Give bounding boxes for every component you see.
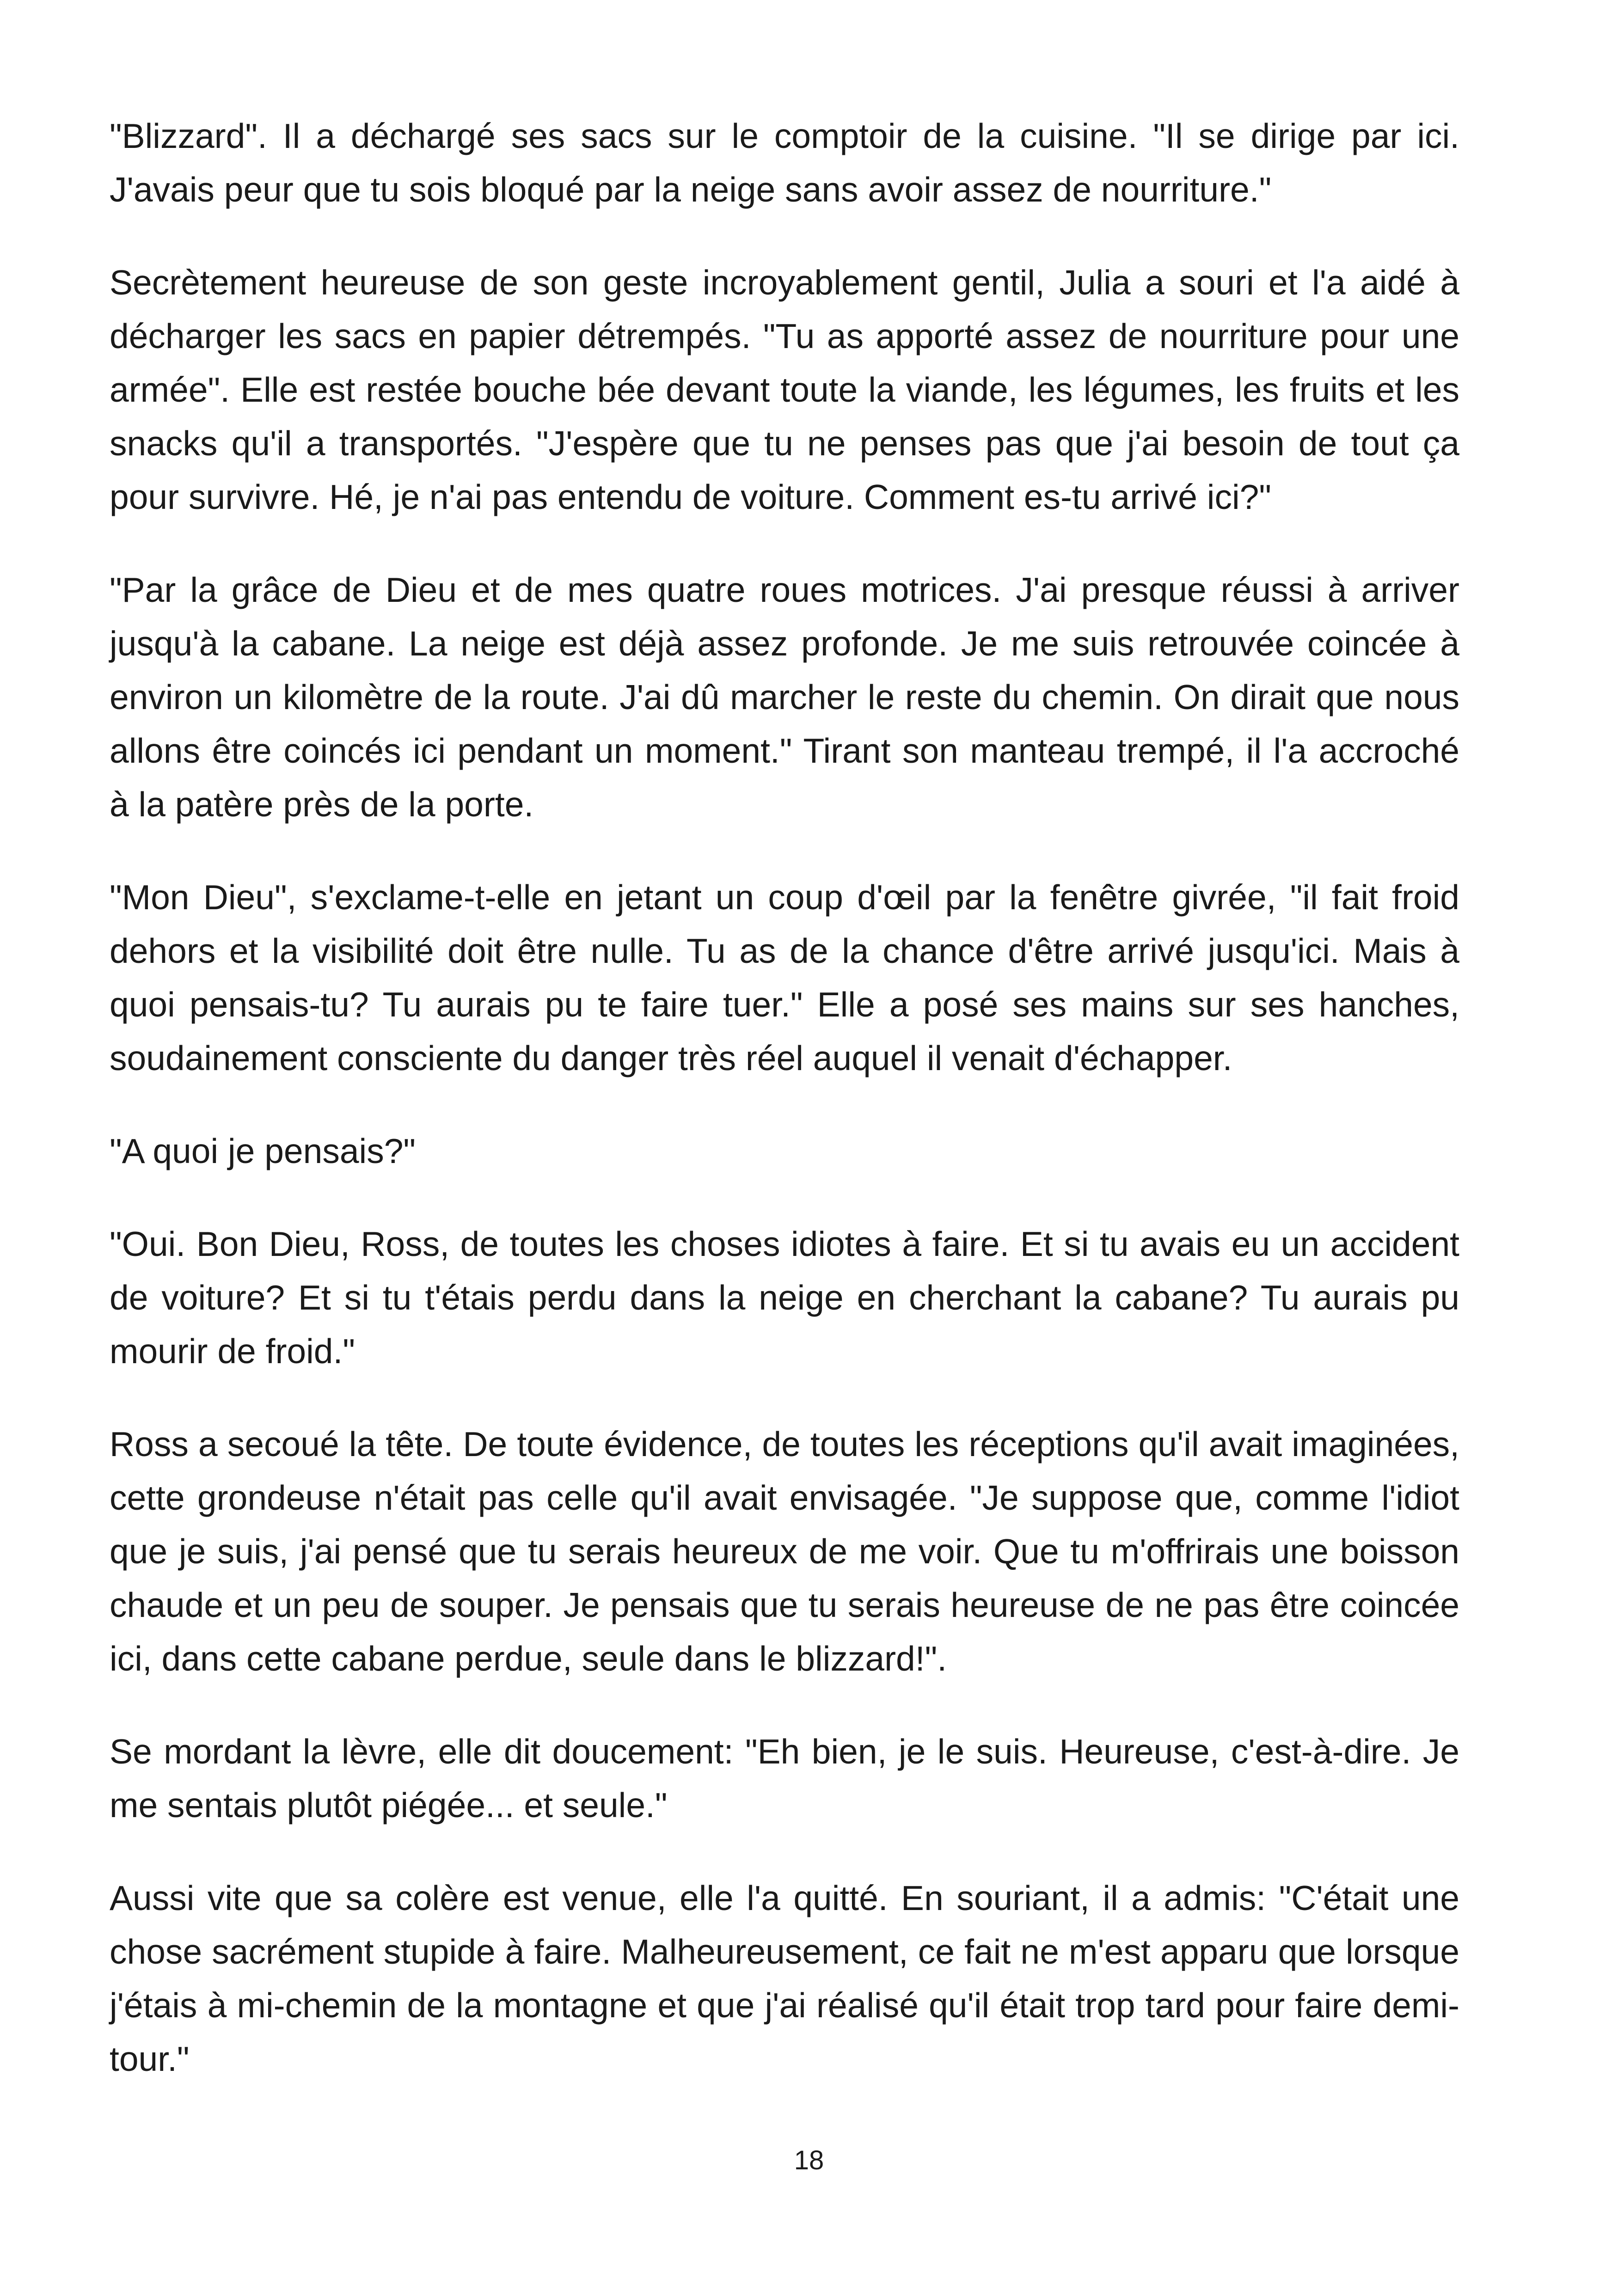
body-text <box>110 109 1459 2086</box>
paragraph: Aussi vite que sa colère est venue, elle l'a quitté. En souriant, il a admis: "C'était une chose sacrément stupide à faire. Malheureusement, ce fait ne m'est apparu que lorsque j'étais à mi-chemin de la montagne et que j'ai réalisé qu'il était trop tard pour faire demi-tour." <box>110 1879 1459 2078</box>
page-number: 18 <box>794 2145 824 2175</box>
paragraph: "Mon Dieu", s'exclame-t-elle en jetant un coup d'œil par la fenêtre givrée, "il fait froid dehors et la visibilité doit être nulle. Tu as de la chance d'être arrivé jusqu'ici. Mais à quoi pensais-tu? Tu aurais pu te faire tuer." Elle a posé ses mains sur ses hanches, soudainement consciente du danger très réel auquel il venait d'échapper. <box>110 878 1459 1078</box>
paragraph: "Oui. Bon Dieu, Ross, de toutes les choses idiotes à faire. Et si tu avais eu un accident de voiture? Et si tu t'étais perdu dans la neige en cherchant la cabane? Tu aurais pu mourir de froid." <box>110 1225 1459 1371</box>
paragraph: "A quoi je pensais?" <box>110 1132 416 1170</box>
paragraph: "Blizzard". Il a déchargé ses sacs sur le comptoir de la cuisine. "Il se dirige par ici. J'avais peur que tu sois bloqué par la neige sans avoir assez de nourriture." <box>110 116 1459 209</box>
paragraph: Ross a secoué la tête. De toute évidence, de toutes les réceptions qu'il avait imaginées, cette grondeuse n'était pas celle qu'il avait envisagée. "Je suppose que, comme l'idiot que je suis, j'ai pensé que tu serais heureux de me voir. Que tu m'offrirais une boisson chaude et un peu de souper. Je pensais que tu serais heureuse de ne pas être coincée ici, dans cette cabane perdue, seule dans le blizzard!". <box>110 1425 1459 1678</box>
paragraph: Se mordant la lèvre, elle dit doucement: "Eh bien, je le suis. Heureuse, c'est-à-dire. Je me sentais plutôt piégée... et seule." <box>110 1732 1459 1825</box>
paragraph: Secrètement heureuse de son geste incroyablement gentil, Julia a souri et l'a aidé à décharger les sacs en papier détrempés. "Tu as apporté assez de nourriture pour une armée". Elle est restée bouche bée devant toute la viande, les légumes, les fruits et les snacks qu'il a transportés. "J'espère que tu ne penses pas que j'ai besoin de tout ça pour survivre. Hé, je n'ai pas entendu de voiture. Comment es-tu arrivé ici?" <box>110 263 1459 516</box>
paragraph: "Par la grâce de Dieu et de mes quatre roues motrices. J'ai presque réussi à arriver jusqu'à la cabane. La neige est déjà assez profonde. Je me suis retrouvée coincée à environ un kilomètre de la route. J'ai dû marcher le reste du chemin. On dirait que nous allons être coincés ici pendant un moment." Tirant son manteau trempé, il l'a accroché à la patère près de la porte. <box>110 570 1459 824</box>
